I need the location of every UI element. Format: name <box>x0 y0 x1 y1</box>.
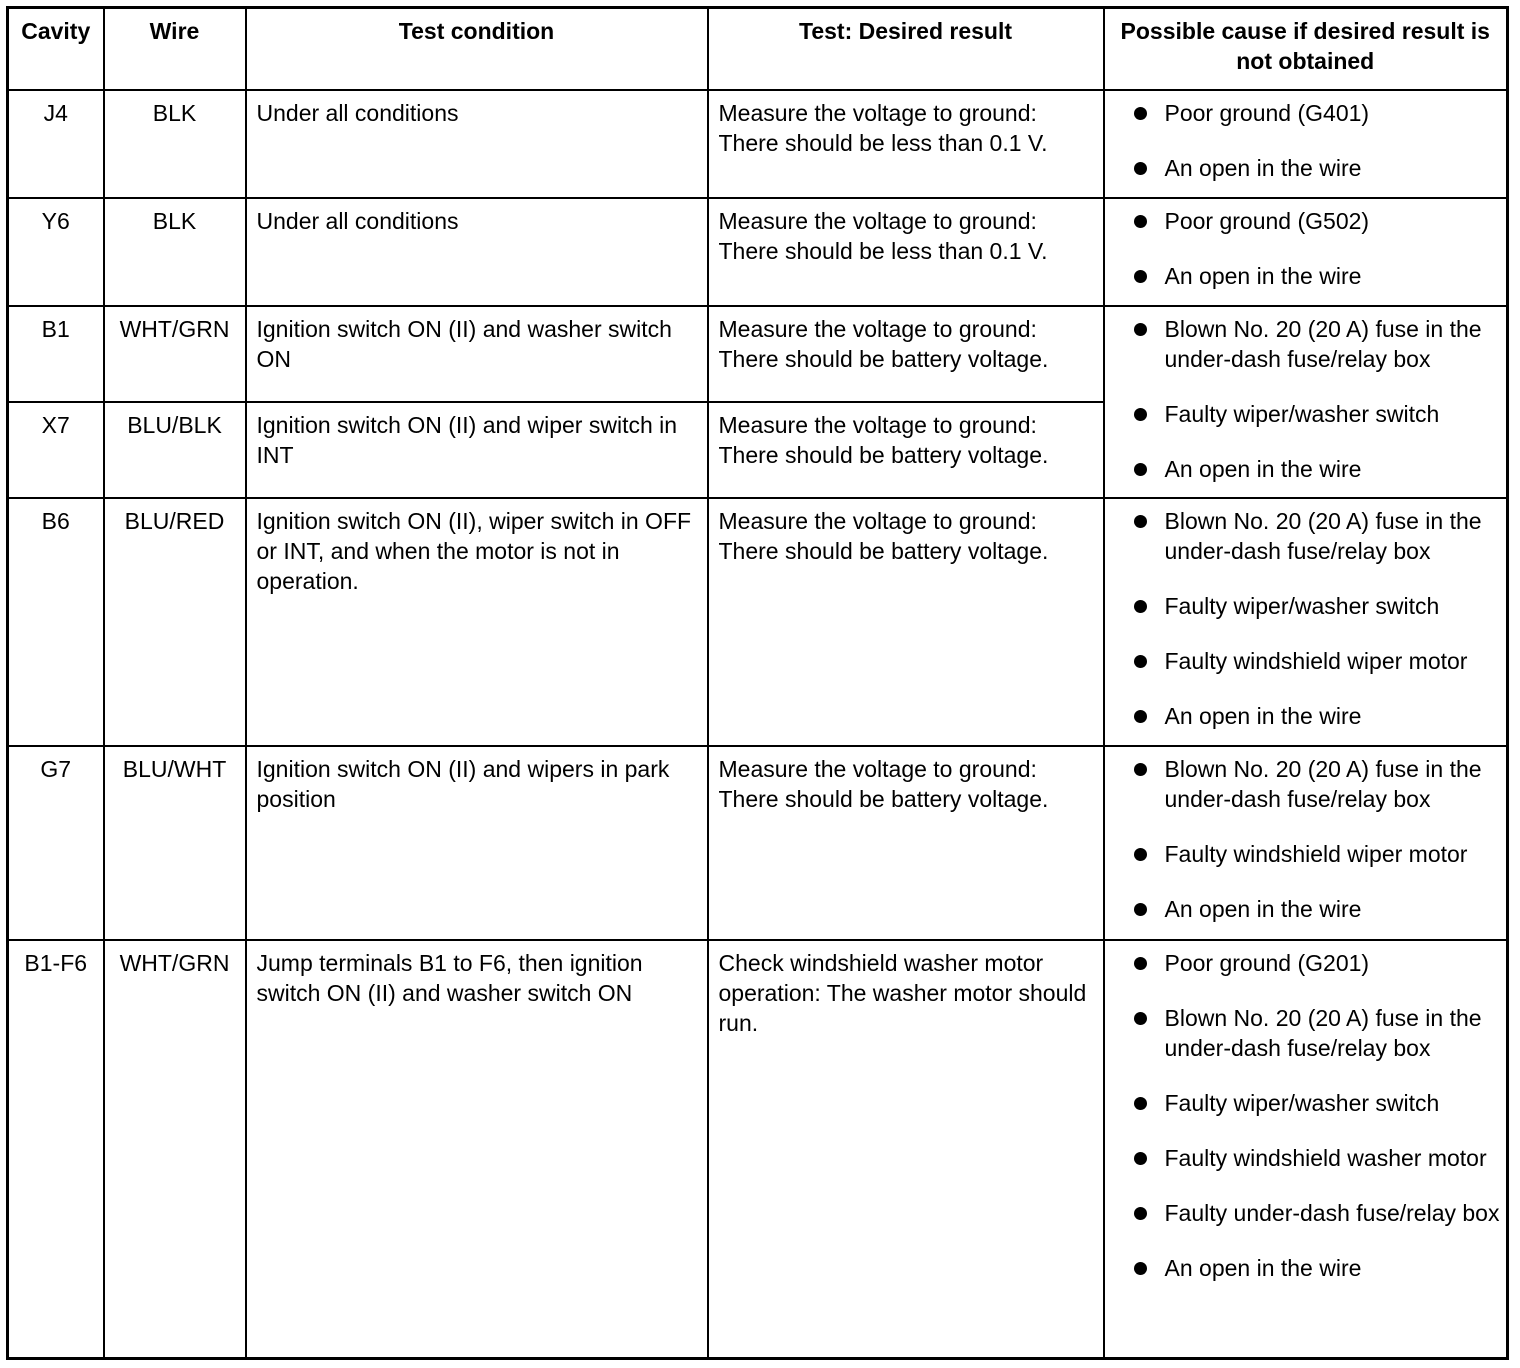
cause-item <box>1105 153 1503 183</box>
table-row <box>8 306 1508 402</box>
cause-item <box>1105 754 1503 814</box>
condition-cell: Ignition switch ON (II), wiper switch in OFF or INT, and when the motor is not in operation. <box>246 498 708 746</box>
wire-cell: WHT/GRN <box>104 940 246 1358</box>
cause-item <box>1105 98 1503 128</box>
connector-test-table <box>6 6 1509 1360</box>
cause-item <box>1105 454 1503 484</box>
result-cell: Measure the voltage to ground: There should be battery voltage. <box>708 306 1104 402</box>
cause-text: Poor ground (G201) <box>1164 950 1370 977</box>
header-row <box>8 8 1508 90</box>
condition-cell: Ignition switch ON (II) and washer switch ON <box>246 306 708 402</box>
condition-cell: Jump terminals B1 to F6, then ignition switch ON (II) and washer switch ON <box>246 940 708 1358</box>
header-cavity: Cavity <box>8 8 104 90</box>
header-wire: Wire <box>104 8 246 90</box>
cause-item <box>1105 1088 1503 1118</box>
bullet-icon <box>1134 655 1147 668</box>
bullet-icon <box>1134 1207 1147 1220</box>
table-row <box>8 198 1508 306</box>
cause-text: Faulty windshield wiper motor <box>1164 647 1468 674</box>
cause-text: An open in the wire <box>1164 154 1362 181</box>
bullet-icon <box>1134 515 1147 528</box>
condition-cell: Under all conditions <box>246 90 708 198</box>
wire-cell: BLU/RED <box>104 498 246 746</box>
cause-item <box>1105 948 1503 978</box>
bullet-icon <box>1134 763 1147 776</box>
cavity-cell: J4 <box>8 90 104 198</box>
cause-text: Faulty wiper/washer switch <box>1164 400 1440 427</box>
table-row <box>8 746 1508 940</box>
cavity-cell: B1-F6 <box>8 940 104 1358</box>
cause-text: Blown No. 20 (20 A) fuse in the under-dash fuse/relay box <box>1164 315 1482 372</box>
cause-text: Poor ground (G401) <box>1164 99 1370 126</box>
bullet-icon <box>1134 600 1147 613</box>
cause-item <box>1105 1003 1503 1063</box>
cause-text: An open in the wire <box>1164 455 1362 482</box>
condition-cell: Ignition switch ON (II) and wiper switch in INT <box>246 402 708 498</box>
cause-text: An open in the wire <box>1164 262 1362 289</box>
cause-text: Poor ground (G502) <box>1164 207 1370 234</box>
bullet-icon <box>1134 463 1147 476</box>
bullet-icon <box>1134 1152 1147 1165</box>
wire-cell: BLK <box>104 90 246 198</box>
cause-text: Faulty wiper/washer switch <box>1164 1090 1440 1117</box>
cause-item <box>1105 1253 1503 1283</box>
cavity-cell: B1 <box>8 306 104 402</box>
bullet-icon <box>1134 107 1147 120</box>
cause-item <box>1105 894 1503 924</box>
cause-item <box>1105 646 1503 676</box>
cavity-cell: Y6 <box>8 198 104 306</box>
cause-text: Blown No. 20 (20 A) fuse in the under-dash fuse/relay box <box>1164 755 1482 812</box>
result-cell: Measure the voltage to ground: There should be battery voltage. <box>708 498 1104 746</box>
bullet-icon <box>1134 323 1147 336</box>
condition-cell: Ignition switch ON (II) and wipers in park position <box>246 746 708 940</box>
cause-item <box>1105 261 1503 291</box>
cause-item <box>1105 399 1503 429</box>
table-row <box>8 498 1508 746</box>
result-cell: Measure the voltage to ground: There should be battery voltage. <box>708 402 1104 498</box>
bullet-icon <box>1134 408 1147 421</box>
cavity-cell: G7 <box>8 746 104 940</box>
cause-text: Blown No. 20 (20 A) fuse in the under-dash fuse/relay box <box>1164 1005 1482 1062</box>
cause-text: Faulty wiper/washer switch <box>1164 592 1440 619</box>
bullet-icon <box>1134 1097 1147 1110</box>
result-cell: Measure the voltage to ground: There should be battery voltage. <box>708 746 1104 940</box>
causes-cell <box>1104 306 1508 498</box>
causes-cell <box>1104 746 1508 940</box>
result-cell: Measure the voltage to ground: There should be less than 0.1 V. <box>708 198 1104 306</box>
cause-item <box>1105 839 1503 869</box>
causes-cell <box>1104 198 1508 306</box>
causes-cell <box>1104 90 1508 198</box>
bullet-icon <box>1134 162 1147 175</box>
header-desired-result: Test: Desired result <box>708 8 1104 90</box>
bullet-icon <box>1134 957 1147 970</box>
result-cell: Check windshield washer motor operation: The washer motor should run. <box>708 940 1104 1358</box>
cause-text: Faulty under-dash fuse/relay box <box>1164 1200 1500 1227</box>
wire-cell: BLK <box>104 198 246 306</box>
cause-item <box>1105 1198 1503 1228</box>
bullet-icon <box>1134 270 1147 283</box>
header-possible-cause: Possible cause if desired result is not obtained <box>1104 8 1508 90</box>
causes-cell <box>1104 940 1508 1358</box>
table-row <box>8 90 1508 198</box>
cause-item <box>1105 314 1503 374</box>
cause-item <box>1105 591 1503 621</box>
cause-item <box>1105 206 1503 236</box>
condition-cell: Under all conditions <box>246 198 708 306</box>
wire-cell: BLU/BLK <box>104 402 246 498</box>
bullet-icon <box>1134 1262 1147 1275</box>
bullet-icon <box>1134 1012 1147 1025</box>
causes-cell <box>1104 498 1508 746</box>
cause-text: An open in the wire <box>1164 1255 1362 1282</box>
header-test-condition: Test condition <box>246 8 708 90</box>
cause-item <box>1105 506 1503 566</box>
cavity-cell: X7 <box>8 402 104 498</box>
result-cell: Measure the voltage to ground: There should be less than 0.1 V. <box>708 90 1104 198</box>
cause-text: Faulty windshield wiper motor <box>1164 840 1468 867</box>
bullet-icon <box>1134 215 1147 228</box>
wire-cell: BLU/WHT <box>104 746 246 940</box>
bullet-icon <box>1134 710 1147 723</box>
bullet-icon <box>1134 848 1147 861</box>
cause-text: Faulty windshield washer motor <box>1164 1145 1487 1172</box>
cavity-cell: B6 <box>8 498 104 746</box>
cause-item <box>1105 1143 1503 1173</box>
table-row <box>8 940 1508 1358</box>
cause-text: An open in the wire <box>1164 702 1362 729</box>
cause-item <box>1105 701 1503 731</box>
bullet-icon <box>1134 903 1147 916</box>
wire-cell: WHT/GRN <box>104 306 246 402</box>
cause-text: Blown No. 20 (20 A) fuse in the under-dash fuse/relay box <box>1164 507 1482 564</box>
cause-text: An open in the wire <box>1164 895 1362 922</box>
